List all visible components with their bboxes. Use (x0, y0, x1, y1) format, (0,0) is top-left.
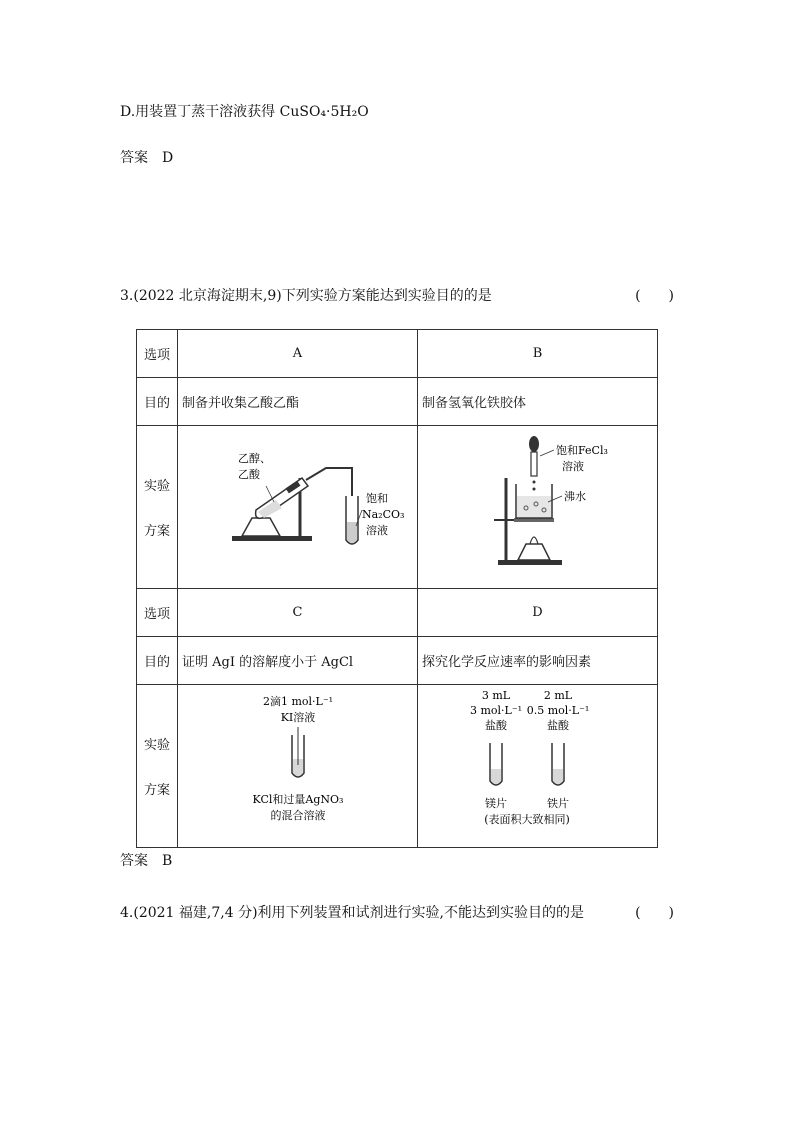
drop (533, 488, 536, 491)
option-b-purpose: 制备氢氧化铁胶体 (418, 378, 658, 426)
option-d-letter: D (418, 589, 658, 637)
scheme-label-1: 实验 (143, 479, 170, 494)
dropper-tube (531, 452, 537, 476)
label-water: 沸水 (564, 490, 586, 503)
flame-icon (530, 537, 538, 544)
label-iron: 铁片 (547, 797, 569, 810)
answer-blank: ( ) (635, 288, 674, 304)
answer-q2: 答案 D (120, 150, 174, 166)
label-sol-2: Na₂CO₃ (361, 508, 404, 521)
dropper-bulb (529, 436, 539, 452)
colloid-apparatus-figure (418, 426, 662, 584)
question-3-stem (120, 287, 674, 305)
option-label: 选项 (137, 330, 178, 378)
question-4-text: 4.(2021 福建,7,4 分)利用下列装置和试剂进行实验,不能达到实验目的的是 (120, 905, 584, 921)
agi-test-figure (180, 685, 416, 843)
label-magnesium: 镁片 (485, 797, 507, 810)
option-a-purpose: 制备并收集乙酸乙酯 (178, 378, 418, 426)
option-a-figure-cell (178, 426, 418, 589)
label-reagent-2: 溶液 (562, 460, 584, 473)
scheme-label-2: 方案 (143, 524, 170, 539)
option-c-figure-cell (178, 685, 418, 848)
question-3-text: 3.(2022 北京海淀期末,9)下列实验方案能达到实验目的的是 (120, 288, 492, 304)
drop (533, 481, 536, 484)
label-left-conc: 3 mol·L⁻¹ (469, 704, 523, 717)
ester-apparatus-figure (180, 426, 416, 584)
label-surface-note: (表面积大致相同) (484, 813, 570, 826)
scheme-label (137, 685, 178, 848)
label-left-acid: 盐酸 (485, 719, 507, 732)
scheme-label (137, 426, 178, 589)
label-bottom-1: KCl和过量AgNO₃ (252, 793, 343, 806)
boiling-water (517, 496, 551, 517)
right-tube-liquid (553, 769, 563, 784)
option-c-purpose: 证明 AgI 的溶解度小于 AgCl (178, 637, 418, 685)
label-bottom-2: 的混合溶液 (270, 809, 325, 822)
label-sol-1: 饱和 (365, 492, 388, 505)
leader-line (540, 450, 554, 456)
alcohol-lamp (518, 544, 550, 560)
scheme-label-1: 实验 (143, 738, 170, 753)
answer-blank: ( ) (635, 905, 674, 921)
label-sol-3: 溶液 (365, 524, 388, 537)
option-b-figure-cell (418, 426, 658, 589)
purpose-label: 目的 (137, 378, 178, 426)
option-a-letter: A (178, 330, 418, 378)
left-tube-liquid (491, 769, 501, 784)
label-right-acid: 盐酸 (547, 719, 569, 732)
purpose-label: 目的 (137, 637, 178, 685)
scheme-label-2: 方案 (143, 783, 170, 798)
label-right-conc: 0.5 mol·L⁻¹ (526, 704, 590, 717)
option-d-purpose: 探究化学反应速率的影响因素 (418, 637, 658, 685)
answer-q3: 答案 B (120, 853, 173, 869)
delivery-tube (306, 468, 352, 510)
label-top-1: 2滴1 mol·L⁻¹ (262, 695, 333, 708)
option-b-letter: B (418, 330, 658, 378)
option-c-letter: C (178, 589, 418, 637)
receiving-liquid (347, 522, 357, 543)
option-label: 选项 (137, 589, 178, 637)
label-reagent-1: 乙醇、 (237, 452, 271, 465)
option-d-text: D.用装置丁蒸干溶液获得 CuSO₄·5H₂O (120, 104, 369, 120)
label-reagent-2: 乙酸 (237, 468, 260, 481)
alcohol-lamp (242, 518, 280, 536)
label-top-2: KI溶液 (280, 711, 315, 724)
question-3-table (136, 329, 658, 848)
label-reagent-1: 饱和FeCl₃ (556, 444, 608, 457)
label-left-volume: 3 mL (481, 689, 511, 702)
question-4-stem (120, 904, 674, 922)
rate-test-figure (418, 685, 662, 843)
label-right-volume: 2 mL (543, 689, 573, 702)
option-d-figure-cell (418, 685, 658, 848)
